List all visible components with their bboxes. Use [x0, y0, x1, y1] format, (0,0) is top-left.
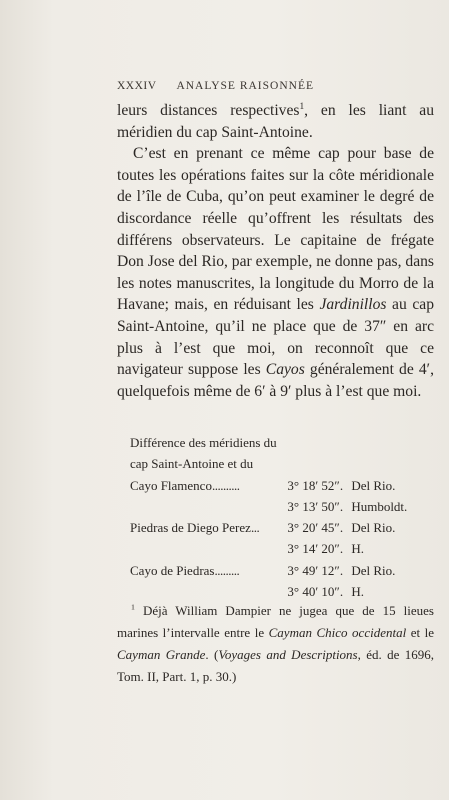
paragraph-1: leurs distances respectives$^1$, en les liant au méridien du cap Saint-Antoine.	[117, 101, 435, 141]
paragraph-2: C’est en prenant ce même cap pour base de toutes les opérations faites sur la côte méridionale de l’île de Cuba, qu’on peut examiner le degré de discordance réelle qu’offrent les résultats des différens observateurs. Le capitaine de frégate Don Jose del Rio, par exemple, ne donne pas, dans les notes manuscrites, la longitude du Morro de la Havane; mais, en réduisant les Jardinillos au cap Saint-Antoine, qu’il ne place que de 37″ en arc plus à l’est que moi, on reconnoît que ce navigateur suppose les Cayos généralement de 4′, quelquefois même de 6′ à 9′ plus à l’est que moi.	[117, 145, 434, 400]
row-place: Piedras de Diego Perez...	[130, 520, 260, 536]
row-source: Del Rio.	[351, 562, 396, 578]
table-header-line-2: cap Saint-Antoine et du	[130, 456, 254, 472]
row-source: H.	[351, 541, 364, 557]
table-rows	[130, 475, 430, 603]
main-text	[117, 100, 434, 402]
row-value: 3° 14′ 20″.	[287, 541, 344, 557]
italic-cayos: Cayos	[265, 361, 305, 379]
row-value: 3° 40′ 10″.	[287, 584, 344, 600]
row-source: Del Rio.	[351, 477, 396, 493]
running-head	[117, 80, 374, 92]
row-value: 3° 18′ 52″.	[287, 477, 344, 493]
footnote-mark: 1	[131, 602, 135, 612]
footnote-text: $^1$ Déjà William Dampier ne jugea que de 15 lieues marines l’intervalle entre le Cayman Chico occidental et le Cayman Grande. (Voyages and Descriptions, éd. de 1696, Tom. II, Part. 1, p. 30.)	[117, 602, 435, 684]
row-place	[130, 496, 287, 517]
table-header-line-1: Différence des méridiens du	[130, 435, 277, 450]
footnote	[117, 600, 434, 688]
row-value: 3° 20′ 45″.	[287, 520, 344, 536]
table-row	[130, 517, 430, 538]
footnote-ref: 1	[299, 101, 305, 112]
row-place: Cayo de Piedras.........	[130, 562, 240, 578]
row-value: 3° 49′ 12″.	[287, 562, 344, 578]
row-place: Cayo Flamenco..........	[130, 477, 240, 493]
row-place	[130, 538, 287, 559]
table-row	[130, 560, 430, 581]
row-source: Humboldt.	[351, 498, 408, 514]
row-value: 3° 13′ 50″.	[287, 498, 344, 514]
running-title: ANALYSE RAISONNÉE	[176, 80, 314, 92]
row-source: Del Rio.	[351, 520, 396, 536]
row-source: H.	[351, 584, 364, 600]
meridian-table	[130, 432, 430, 602]
page-number: XXXIV	[117, 80, 157, 92]
table-row	[130, 538, 430, 559]
table-row	[130, 475, 430, 496]
italic-jardinillos: Jardinillos	[319, 296, 387, 314]
table-row	[130, 496, 430, 517]
